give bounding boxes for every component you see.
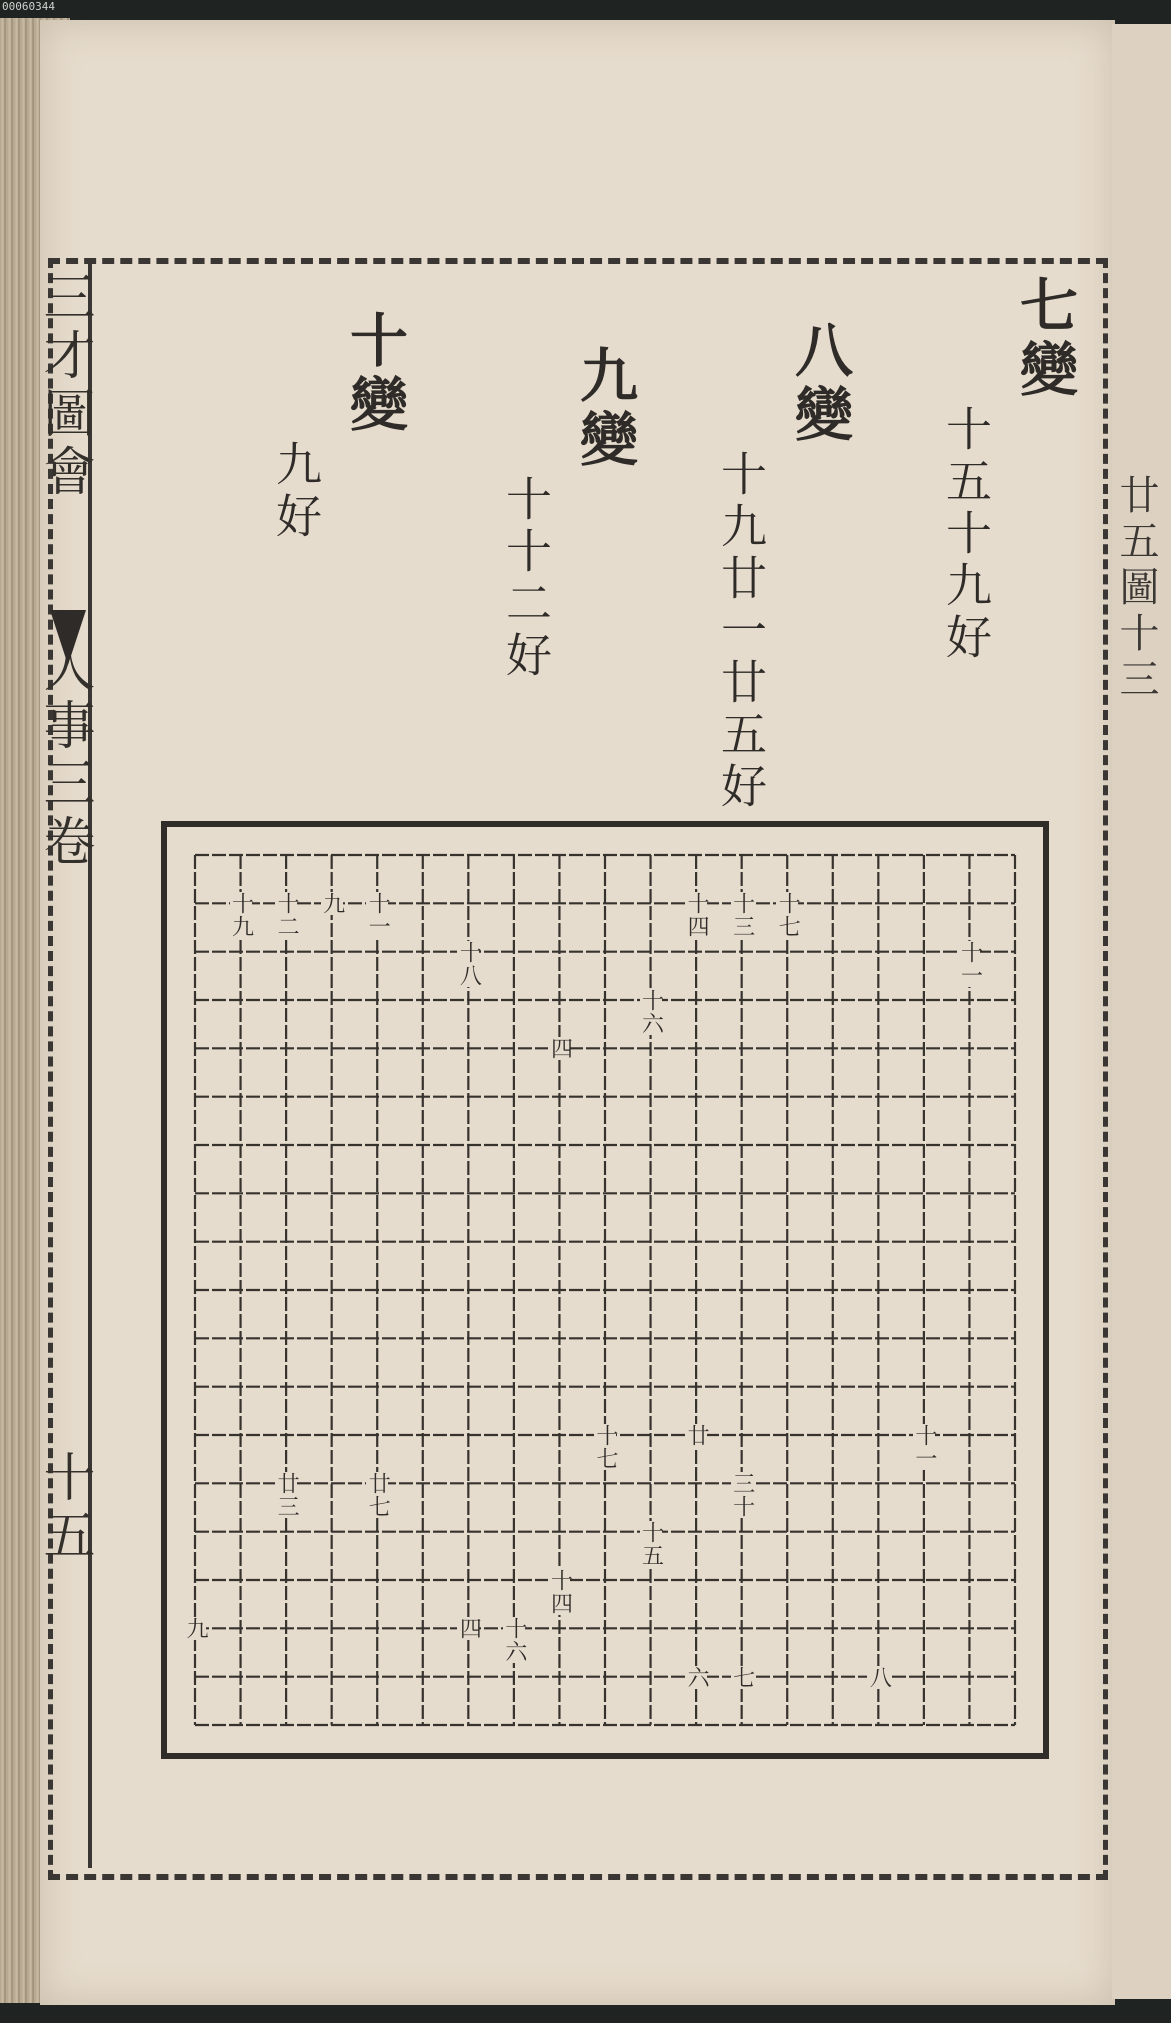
move-number: 十二 (274, 892, 300, 939)
bian-heading: 九變 (570, 345, 638, 473)
move-number: 廿七 (365, 1472, 391, 1519)
bian-heading: 八變 (785, 320, 853, 448)
move-number: 十六 (638, 989, 664, 1035)
move-number: 四 (547, 1037, 573, 1061)
move-number: 十八 (456, 940, 482, 987)
move-number: 十六 (501, 1617, 527, 1664)
bian-values: 九好 (269, 440, 323, 544)
fishtail-mark (50, 610, 86, 665)
page-id-label: 00060344 (2, 0, 55, 13)
go-board (160, 820, 1050, 1760)
move-number: 九 (183, 1617, 208, 1641)
move-number: 十四 (547, 1569, 573, 1615)
move-number: 九 (319, 892, 345, 916)
move-number: 十七 (593, 1424, 618, 1470)
move-number: 十九 (228, 892, 254, 939)
bian-heading: 七變 (1010, 275, 1078, 403)
go-board-grid (160, 820, 1050, 1760)
move-number: 廿三 (274, 1472, 300, 1519)
bian-values: 十九廿一廿五好 (714, 450, 768, 814)
move-number: 十一 (365, 892, 391, 939)
move-number: 十一 (957, 940, 983, 987)
bian-values: 十十二好 (499, 475, 553, 683)
move-number: 廿 (684, 1424, 710, 1447)
move-number: 四 (456, 1617, 482, 1641)
next-page-text: 廿五圖十三 (1113, 474, 1159, 704)
move-number: 十七 (775, 892, 801, 939)
leaf-number: 十五 (34, 1450, 94, 1566)
section-label: 人事三卷 (34, 640, 94, 872)
next-page-strip (1112, 24, 1171, 1999)
move-number: 七 (729, 1665, 755, 1689)
book-title: 三才圖會 (34, 270, 94, 502)
bian-heading: 十變 (340, 310, 408, 438)
move-number: 十三 (729, 892, 755, 939)
move-number: 十一 (911, 1424, 937, 1470)
move-number: 八 (866, 1665, 892, 1689)
move-number: 三十 (729, 1472, 755, 1519)
bian-values: 十五十九好 (939, 405, 993, 665)
move-number: 十四 (684, 892, 710, 939)
move-number: 六 (684, 1665, 710, 1689)
move-number: 十五 (638, 1520, 664, 1567)
